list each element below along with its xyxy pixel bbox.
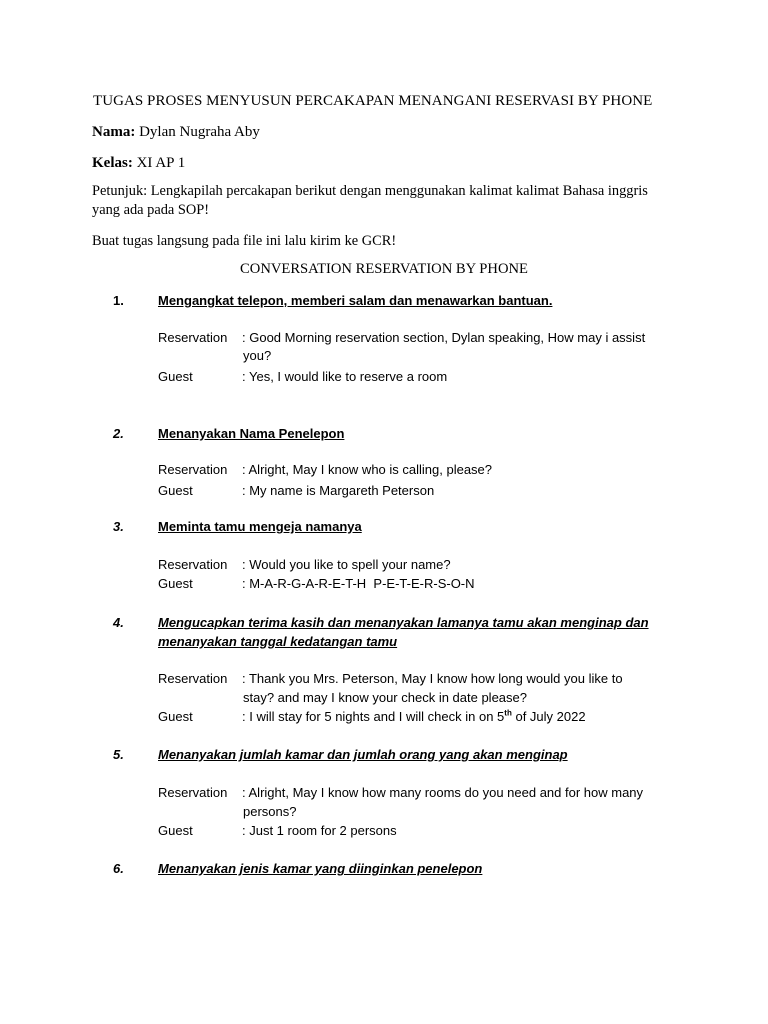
speaker-guest: Guest <box>158 483 193 498</box>
reservation-line: : Thank you Mrs. Peterson, May I know how long would you like to <box>242 671 623 686</box>
reservation-line: : Good Morning reservation section, Dylan speaking, How may i assist <box>242 330 646 345</box>
speaker-reservation: Reservation <box>158 785 228 800</box>
guest-line: : Yes, I would like to reserve a room <box>242 369 448 384</box>
class-value: XI AP 1 <box>136 155 186 171</box>
section-number: 5. <box>113 747 124 762</box>
speaker-reservation: Reservation <box>158 557 228 572</box>
guest-line-end: of July 2022 <box>511 709 586 724</box>
speaker-guest: Guest <box>158 369 193 384</box>
speaker-guest: Guest <box>158 823 193 838</box>
section-number: 3. <box>113 519 124 534</box>
note-text: Buat tugas langsung pada file ini lalu kirim ke GCR! <box>92 233 397 249</box>
guest-line: : My name is Margareth Peterson <box>242 483 435 498</box>
name-label: Nama: <box>92 124 136 140</box>
name-field <box>92 124 260 141</box>
guest-line: : Just 1 room for 2 persons <box>242 823 397 838</box>
section-heading: Menanyakan jumlah kamar dan jumlah orang yang akan menginap <box>158 747 568 762</box>
section-heading: Menanyakan Nama Penelepon <box>158 426 345 441</box>
section-number: 1. <box>113 293 124 308</box>
instruction-text: Petunjuk: Lengkapilah percakapan berikut dengan menggunakan kalimat kalimat Bahasa inggris yang ada pada SOP! <box>92 183 648 218</box>
reservation-line-continued: you? <box>243 348 272 363</box>
reservation-line: : Would you like to spell your name? <box>242 557 451 572</box>
document-title: TUGAS PROSES MENYUSUN PERCAKAPAN MENANGANI RESERVASI BY PHONE <box>93 93 653 109</box>
speaker-reservation: Reservation <box>158 330 228 345</box>
section-heading: Mengangkat telepon, memberi salam dan menawarkan bantuan. <box>158 293 553 308</box>
speaker-reservation: Reservation <box>158 671 228 686</box>
reservation-line: : Alright, May I know how many rooms do you need and for how many <box>242 785 644 800</box>
reservation-line-continued: persons? <box>243 804 297 819</box>
section-heading: Mengucapkan terima kasih dan menanyakan lamanya tamu akan menginap dan menanyakan tanggal kedatangan tamu <box>158 615 649 649</box>
class-field <box>92 155 185 172</box>
ordinal-suffix: th <box>504 708 512 718</box>
guest-line <box>242 709 586 724</box>
reservation-line: : Alright, May I know who is calling, please? <box>242 462 493 477</box>
speaker-guest: Guest <box>158 576 193 591</box>
section-heading: Menanyakan jenis kamar yang diinginkan penelepon <box>158 861 483 876</box>
speaker-reservation: Reservation <box>158 462 228 477</box>
guest-line-main: : I will stay for 5 nights and I will check in on 5 <box>242 709 505 724</box>
section-heading: Meminta tamu mengeja namanya <box>158 519 362 534</box>
reservation-line-continued: stay? and may I know your check in date please? <box>243 690 527 705</box>
conversation-title: CONVERSATION RESERVATION BY PHONE <box>240 261 528 277</box>
section-number: 6. <box>113 861 124 876</box>
section-number: 2. <box>113 426 124 441</box>
class-label: Kelas: <box>92 155 133 171</box>
name-value: Dylan Nugraha Aby <box>139 124 260 140</box>
speaker-guest: Guest <box>158 709 193 724</box>
guest-line: : M-A-R-G-A-R-E-T-H P-E-T-E-R-S-O-N <box>242 576 475 591</box>
section-number: 4. <box>113 615 124 630</box>
